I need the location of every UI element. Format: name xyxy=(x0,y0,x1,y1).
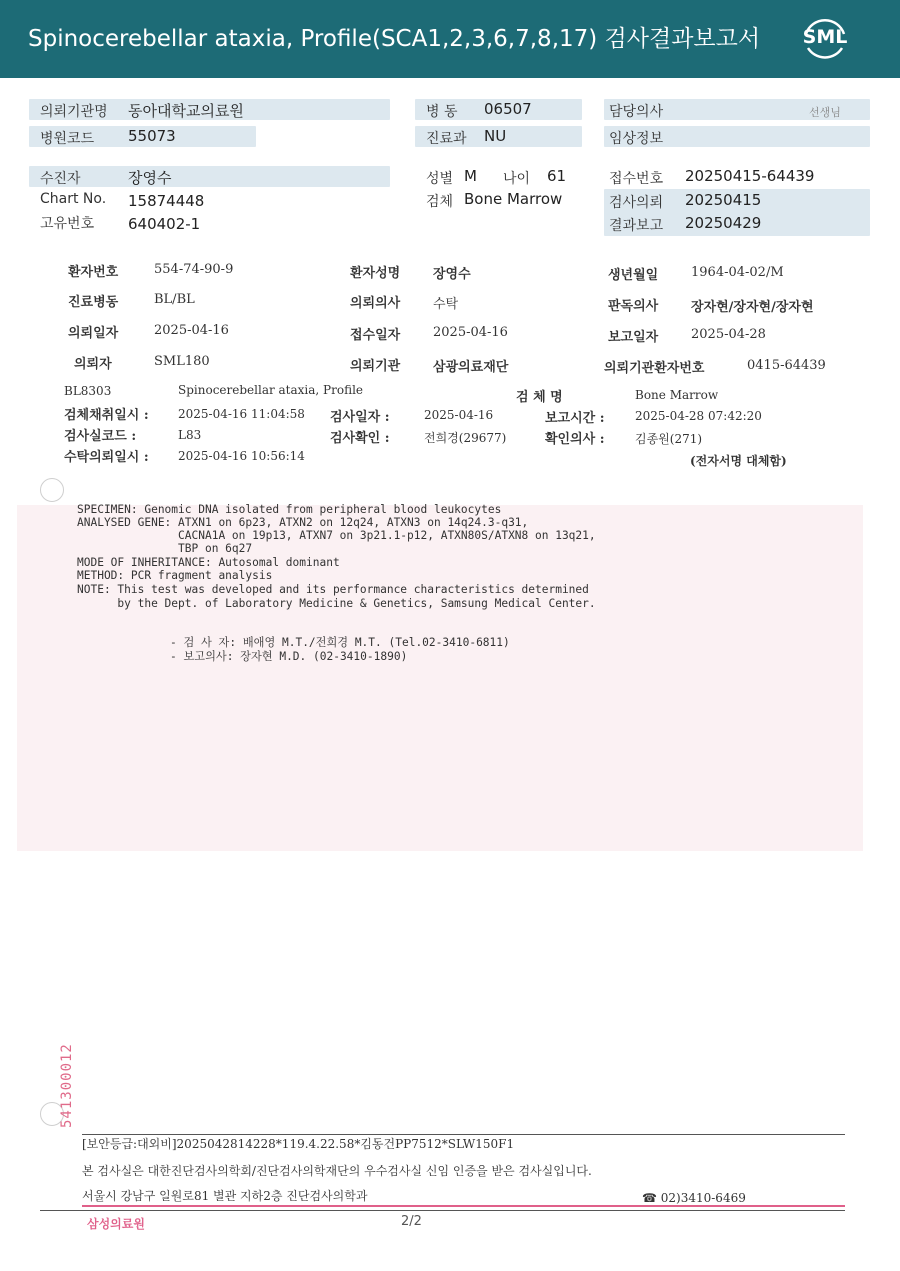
scan-r4-l3: 의뢰기관환자번호 xyxy=(604,361,705,376)
hosp-code-label: 병원코드 xyxy=(40,131,95,147)
sex-label: 성별 xyxy=(426,171,454,187)
uid-value: 640402-1 xyxy=(128,215,201,233)
logo-text: SML xyxy=(802,26,848,48)
staff-line: - 보고의사: 장자현 M.D. (02-3410-1890) xyxy=(170,650,408,663)
scan-r1-v1: 554-74-90-9 xyxy=(154,262,234,277)
report-line: by the Dept. of Laboratory Medicine & Genetics, Samsung Medical Center. xyxy=(77,597,596,610)
report-header xyxy=(0,0,900,78)
consign-label: 수탁의뢰일시 : xyxy=(64,450,149,465)
scan-r4-v3: 0415-64439 xyxy=(747,358,826,373)
testdate-value: 2025-04-16 xyxy=(424,408,494,422)
specimen-value: Bone Marrow xyxy=(464,190,563,208)
chart-value: 15874448 xyxy=(128,192,205,210)
scan-r1-v2: 장영수 xyxy=(433,267,471,282)
address-line: 서울시 강남구 일원로81 별관 지하2층 진단검사의학과 xyxy=(82,1189,368,1203)
age-label: 나이 xyxy=(503,171,531,187)
dept-label: 진료과 xyxy=(426,131,467,147)
accession-label: 접수번호 xyxy=(609,171,664,187)
hospital-name: 삼성의료원 xyxy=(87,1217,145,1231)
sex-value: M xyxy=(464,167,477,185)
phone-line: ☎ 02)3410-6469 xyxy=(642,1191,746,1205)
labcode-value: L83 xyxy=(178,428,202,442)
accession-value: 20250415-64439 xyxy=(685,167,815,185)
spec-name-label: 검 체 명 xyxy=(516,390,563,405)
confirm-value: 전희경(29677) xyxy=(424,431,507,445)
report-line: TBP on 6q27 xyxy=(77,542,253,555)
doctor-suffix: 선생님 xyxy=(809,106,841,119)
footer-rule-pink xyxy=(82,1205,845,1207)
spec-name-value: Bone Marrow xyxy=(635,388,719,402)
staff-line: - 검 사 자: 배애영 M.T./전희경 M.T. (Tel.02-3410-6811) xyxy=(170,636,510,649)
scan-r3-v1: 2025-04-16 xyxy=(154,323,229,338)
security-line: [보안등급:대외비]2025042814228*119.4.22.58*김동건PP7512*SLW150F1 xyxy=(82,1137,515,1151)
scan-r1-l1: 환자번호 xyxy=(68,265,119,280)
confirmdr-label: 확인의사 : xyxy=(545,432,605,447)
clinical-label: 임상정보 xyxy=(609,131,664,147)
scan-r4-v1: SML180 xyxy=(154,354,210,369)
testdate-label: 검사일자 : xyxy=(330,410,390,425)
scan-r2-l3: 판독의사 xyxy=(608,299,659,314)
report-line: CACNA1A on 19p13, ATXN7 on 3p21.1-p12, ATXN80S/ATXN8 on 13q21, xyxy=(77,529,596,542)
scan-r3-v3: 2025-04-28 xyxy=(691,327,766,342)
page-number: 2/2 xyxy=(401,1214,422,1229)
uid-label: 고유번호 xyxy=(40,216,95,232)
scan-r2-v3: 장자현/장자현/장자현 xyxy=(691,300,814,315)
scan-r1-l2: 환자성명 xyxy=(350,266,401,281)
consign-value: 2025-04-16 10:56:14 xyxy=(178,449,305,463)
report-line: ANALYSED GENE: ATXN1 on 6p23, ATXN2 on 12q24, ATXN3 on 14q24.3-q31, xyxy=(77,516,529,529)
scan-r3-v2: 2025-04-16 xyxy=(433,325,508,340)
report-line: SPECIMEN: Genomic DNA isolated from peripheral blood leukocytes xyxy=(77,503,502,516)
confirm-label: 검사확인 : xyxy=(330,431,390,446)
scan-r3-l1: 의뢰일자 xyxy=(68,326,119,341)
reporttime-value: 2025-04-28 07:42:20 xyxy=(635,409,762,423)
report-line: MODE OF INHERITANCE: Autosomal dominant xyxy=(77,556,340,569)
scan-r4-l2: 의뢰기관 xyxy=(350,359,401,374)
sml-logo xyxy=(800,14,850,64)
patient-value: 장영수 xyxy=(128,169,172,187)
scan-r2-l2: 의뢰의사 xyxy=(350,296,401,311)
scan-r2-v2: 수탁 xyxy=(433,297,459,312)
report-line: NOTE: This test was developed and its performance characteristics determined xyxy=(77,583,589,596)
cert-line: 본 검사실은 대한진단검사의학회/진단검사의학재단의 우수검사실 신임 인증을 받은 검사실입니다. xyxy=(82,1164,592,1178)
report-title: Spinocerebellar ataxia, Profile(SCA1,2,3,6,7,8,17) 검사결과보고서 xyxy=(28,26,761,52)
test-code: BL8303 xyxy=(64,384,112,398)
specimen-label: 검체 xyxy=(426,194,454,210)
chart-label: Chart No. xyxy=(40,191,107,207)
dept-value: NU xyxy=(484,127,507,145)
scan-r4-l1: 의뢰자 xyxy=(74,357,112,372)
scan-r3-l2: 접수일자 xyxy=(350,328,401,343)
footer-rule-bottom xyxy=(40,1210,845,1211)
scan-r2-v1: BL/BL xyxy=(154,292,195,307)
esign-note: (전자서명 대체함) xyxy=(690,454,787,468)
ward-label: 병 동 xyxy=(426,104,458,120)
hosp-code-value: 55073 xyxy=(128,127,176,145)
scan-r4-v2: 삼광의료재단 xyxy=(433,360,509,375)
patient-label: 수진자 xyxy=(40,171,81,187)
reported-label: 결과보고 xyxy=(609,218,664,234)
req-inst-value: 동아대학교의료원 xyxy=(128,102,244,120)
report-line: METHOD: PCR fragment analysis xyxy=(77,569,273,582)
collect-label: 검체채취일시 : xyxy=(64,408,149,423)
scan-r3-l3: 보고일자 xyxy=(608,330,659,345)
test-name: Spinocerebellar ataxia, Profile xyxy=(178,383,364,397)
reported-value: 20250429 xyxy=(685,214,762,232)
patient-bar xyxy=(29,166,390,187)
scan-r2-l1: 진료병동 xyxy=(68,295,119,310)
requested-label: 검사의뢰 xyxy=(609,195,664,211)
requested-value: 20250415 xyxy=(685,191,762,209)
scan-r1-l3: 생년월일 xyxy=(608,268,659,283)
doctor-label: 담당의사 xyxy=(609,104,664,120)
confirmdr-value: 김종원(271) xyxy=(635,432,703,446)
reporttime-label: 보고시간 : xyxy=(545,411,605,426)
scan-r1-v3: 1964-04-02/M xyxy=(691,265,784,280)
vertical-serial xyxy=(52,1005,75,1135)
age-value: 61 xyxy=(547,167,567,185)
labcode-label: 검사실코드 : xyxy=(64,429,137,444)
collect-value: 2025-04-16 11:04:58 xyxy=(178,407,305,421)
ward-value: 06507 xyxy=(484,100,532,118)
punch-hole xyxy=(40,478,64,502)
req-inst-label: 의뢰기관명 xyxy=(40,104,108,120)
vertical-serial-text: 541300012 xyxy=(59,1043,75,1128)
